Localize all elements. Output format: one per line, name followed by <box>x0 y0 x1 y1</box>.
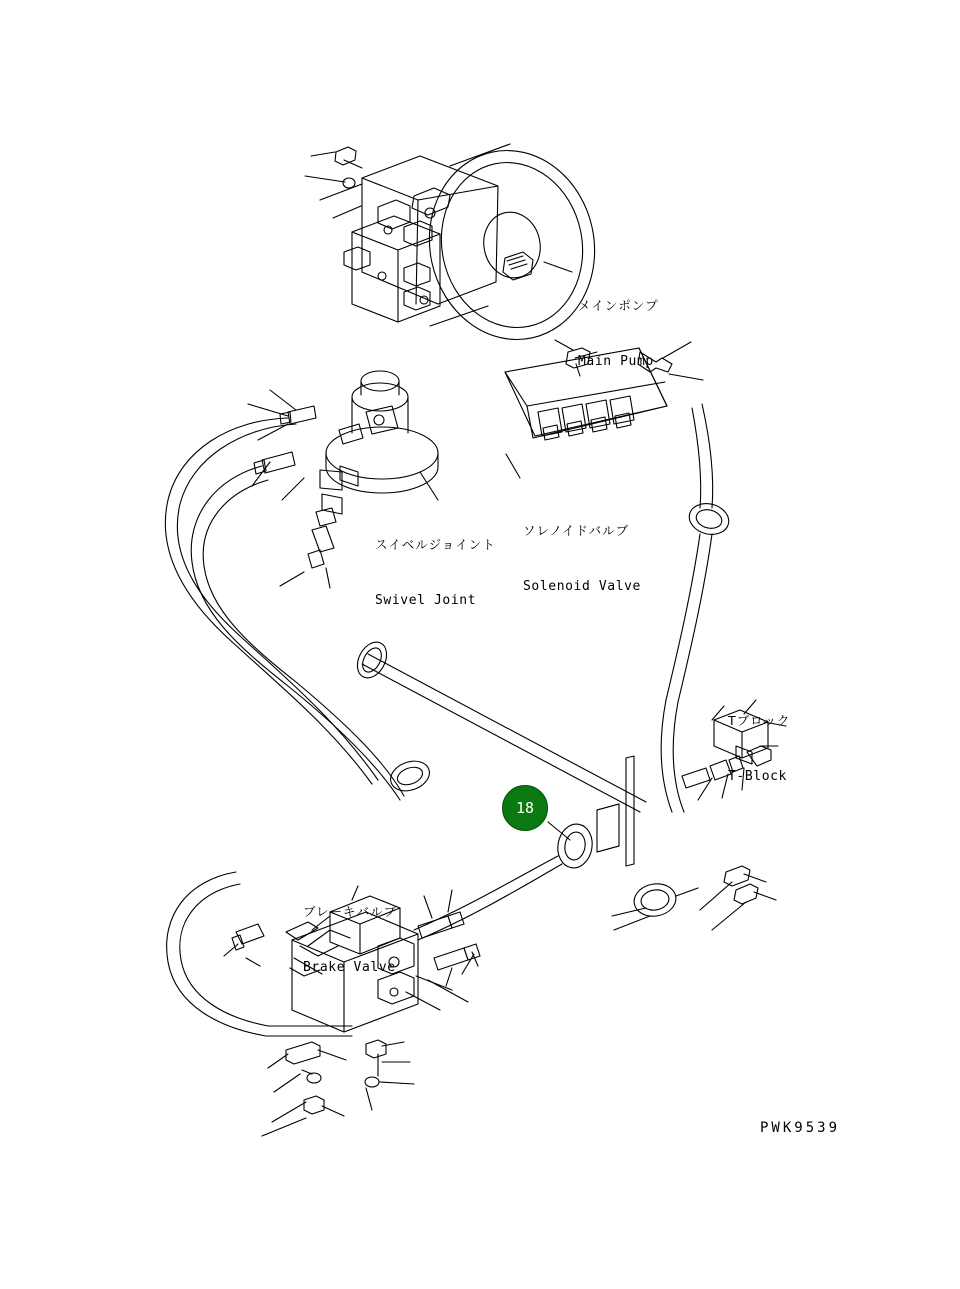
label-brake-valve-jp: ブレーキバルブ <box>303 904 398 919</box>
label-brake-valve <box>303 864 397 1016</box>
label-t-block-en: T-Block <box>728 768 787 784</box>
label-main-pump-jp: メインポンプ <box>578 298 659 313</box>
label-swivel-joint <box>375 497 496 649</box>
label-solenoid-valve <box>523 483 641 635</box>
callout-marker-18[interactable]: 18 <box>502 785 548 831</box>
label-t-block <box>728 673 790 825</box>
label-solenoid-valve-jp: ソレノイドバルブ <box>523 523 630 538</box>
label-t-block-jp: Tブロック <box>728 713 791 728</box>
label-solenoid-valve-en: Solenoid Valve <box>523 578 641 594</box>
label-swivel-joint-en: Swivel Joint <box>375 592 477 608</box>
label-swivel-joint-jp: スイベルジョイント <box>375 537 496 552</box>
drawing-number: PWK9539 <box>760 1120 841 1136</box>
label-brake-valve-en: Brake Valve <box>303 959 396 975</box>
label-main-pump-en: Main Pump <box>578 353 654 369</box>
label-main-pump <box>578 258 659 410</box>
